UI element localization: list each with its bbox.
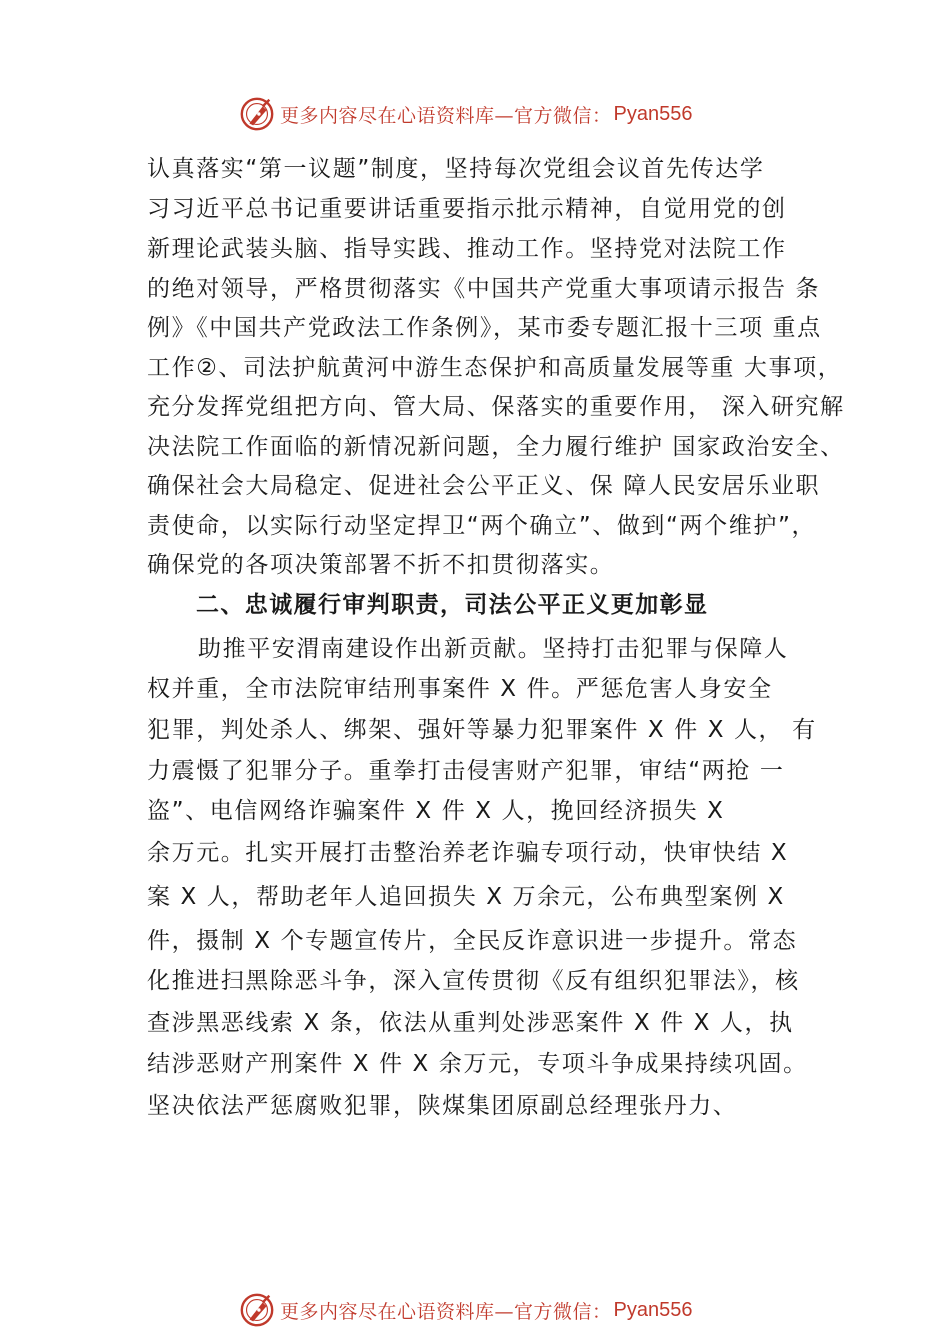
body-line: 认真落实“第一议题”制度，坚持每次党组会议首先传达学 bbox=[147, 156, 765, 182]
body-line: 盗”、电信网络诈骗案件 X 件 X 人，挽回经济损失 X bbox=[147, 798, 725, 824]
watermark-banner-bottom bbox=[238, 1290, 758, 1330]
body-line: 例》《中国共产党政法工作条例》，某市委专题汇报十三项 重点 bbox=[147, 315, 822, 341]
watermark-banner-top bbox=[238, 94, 758, 134]
body-line: 新理论武装头脑、指导实践、推动工作。坚持党对法院工作 bbox=[147, 236, 787, 262]
body-line: 查涉黑恶线索 X 条，依法从重判处涉恶案件 X 件 X 人，执 bbox=[147, 1010, 794, 1036]
body-line: 结涉恶财产刑案件 X 件 X 余万元，专项斗争成果持续巩固。 bbox=[147, 1051, 808, 1077]
section-heading: 二、忠诚履行审判职责，司法公平正义更加彰显 bbox=[196, 592, 709, 618]
body-line: 力震慑了犯罪分子。重拳打击侵害财产犯罪，审结“两抢 一 bbox=[147, 758, 785, 784]
body-line: 余万元。扎实开展打击整治养老诈骗专项行动，快审快结 X bbox=[147, 840, 789, 866]
body-line: 决法院工作面临的新情况新问题，全力履行维护 国家政治安全、 bbox=[147, 434, 845, 460]
watermark-wechat-id: Pyan556 bbox=[613, 1298, 693, 1321]
body-line: 件，摄制 X 个专题宣传片，全民反诈意识进一步提升。常态 bbox=[147, 928, 798, 954]
watermark-text: 更多内容尽在心语资料库—官方微信： bbox=[280, 1300, 612, 1323]
body-line: 化推进扫黑除恶斗争，深入宣传贯彻《反有组织犯罪法》，核 bbox=[147, 968, 800, 994]
body-line: 责使命，以实际行动坚定捍卫“两个确立”、做到“两个维护”， bbox=[147, 513, 817, 539]
body-line: 确保党的各项决策部署不折不扣贯彻落实。 bbox=[147, 552, 615, 578]
body-line: 犯罪，判处杀人、绑架、强奸等暴力犯罪案件 X 件 X 人， 有 bbox=[147, 717, 817, 743]
pen-nib-logo-icon bbox=[238, 1291, 276, 1329]
body-line: 坚决依法严惩腐败犯罪，陕煤集团原副总经理张丹力、 bbox=[147, 1093, 738, 1119]
body-line: 工作②、司法护航黄河中游生态保护和高质量发展等重 大事项， bbox=[147, 355, 843, 381]
watermark-wechat-id: Pyan556 bbox=[613, 102, 693, 125]
watermark-text: 更多内容尽在心语资料库—官方微信： bbox=[280, 104, 612, 127]
body-line: 确保社会大局稳定、促进社会公平正义、保 障人民安居乐业职 bbox=[147, 473, 821, 499]
body-line: 权并重，全市法院审结刑事案件 X 件。严惩危害人身安全 bbox=[147, 676, 773, 702]
pen-nib-logo-icon bbox=[238, 95, 276, 133]
body-line: 习习近平总书记重要讲话重要指示批示精神，自觉用党的创 bbox=[147, 196, 787, 222]
body-line: 助推平安渭南建设作出新贡献。坚持打击犯罪与保障人 bbox=[198, 636, 789, 662]
body-line: 案 X 人，帮助老年人追回损失 X 万余元，公布典型案例 X bbox=[147, 884, 785, 910]
body-line: 的绝对领导，严格贯彻落实《中国共产党重大事项请示报告 条 bbox=[147, 276, 821, 302]
body-line: 充分发挥党组把方向、管大局、保落实的重要作用， 深入研究解 bbox=[147, 394, 845, 420]
